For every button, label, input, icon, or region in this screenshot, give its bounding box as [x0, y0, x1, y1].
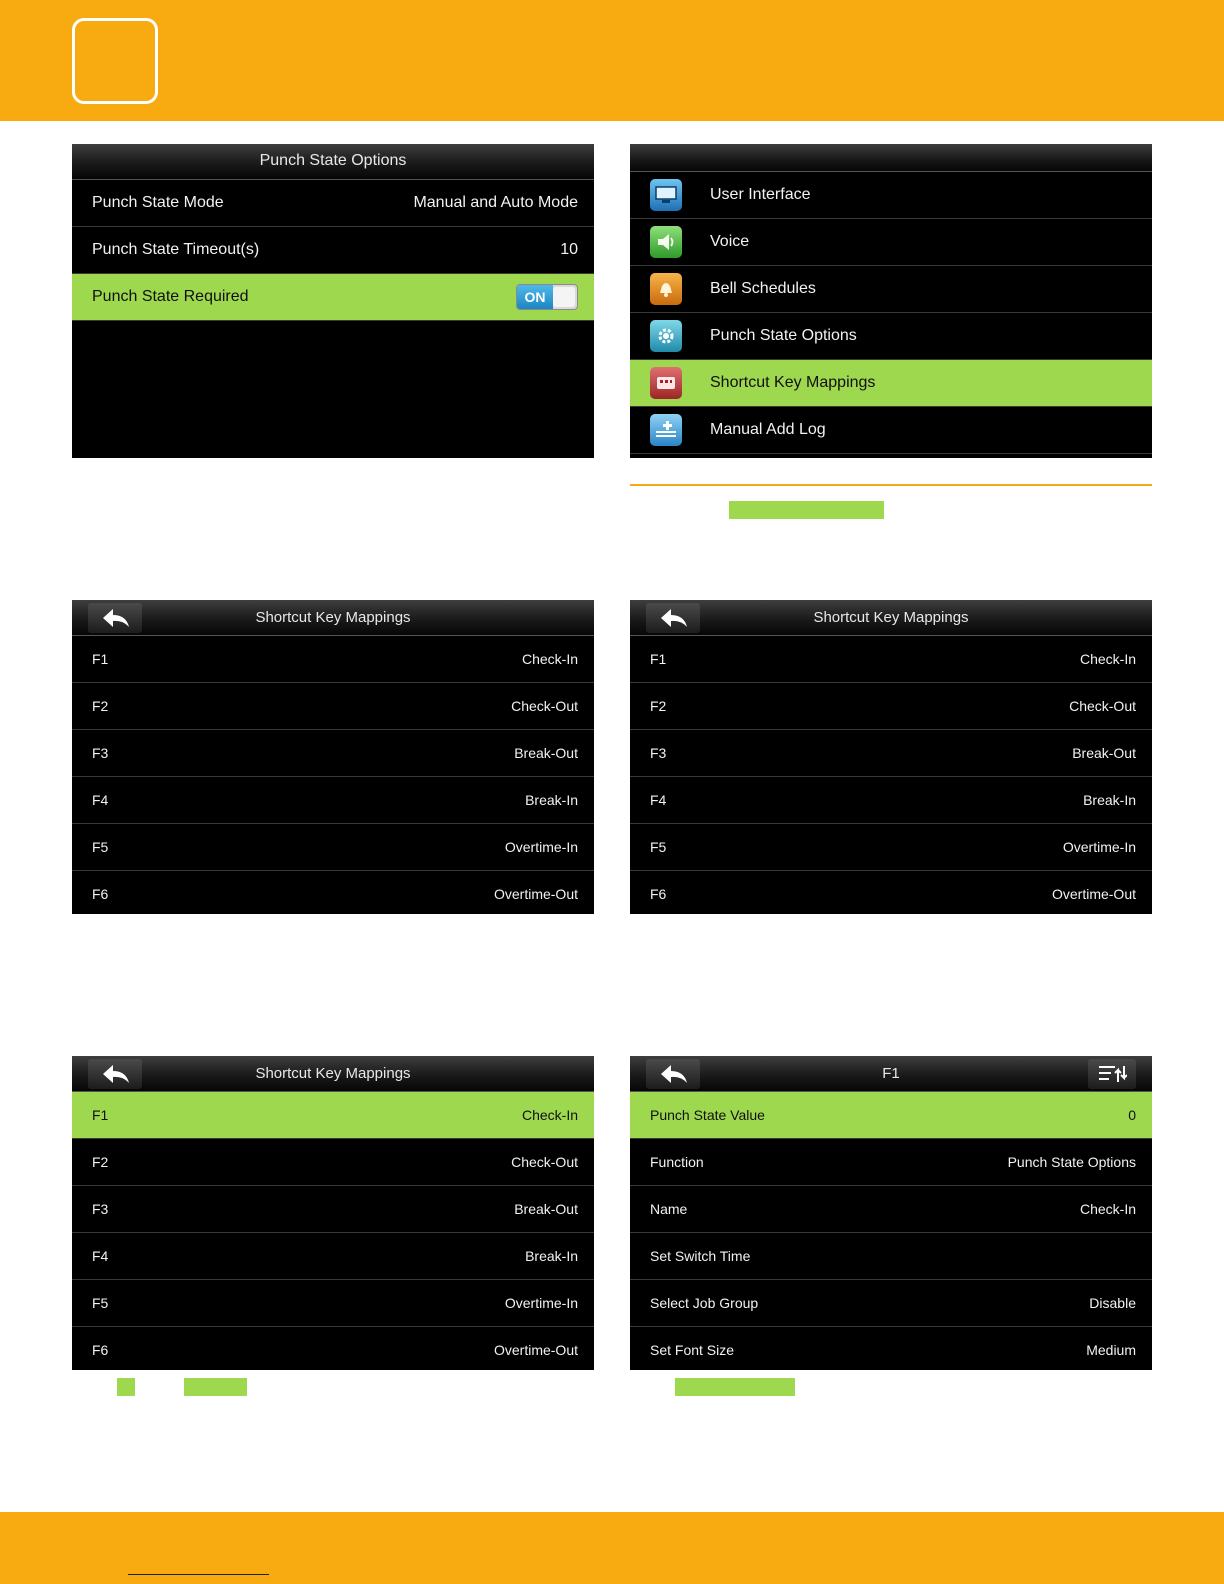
shortcut-value: Overtime-In — [504, 839, 578, 855]
orange-divider-rule — [630, 484, 1152, 486]
row-value: Check-In — [1079, 1201, 1136, 1217]
row-value: Manual and Auto Mode — [413, 194, 578, 211]
shortcut-row-f4[interactable] — [630, 777, 1152, 824]
punch-state-value-row[interactable] — [630, 1092, 1152, 1139]
speaker-icon — [650, 226, 682, 258]
menu-item-label: Bell Schedules — [710, 280, 816, 297]
screen-header — [72, 1056, 594, 1092]
menu-item-voice[interactable] — [630, 219, 1152, 266]
shortcut-row-f6[interactable] — [630, 871, 1152, 914]
bell-icon — [650, 273, 682, 305]
menu-item-manual-add-log[interactable] — [630, 407, 1152, 454]
row-label: Punch State Mode — [92, 194, 224, 211]
shortcut-row-f1[interactable] — [630, 636, 1152, 683]
add-list-icon — [650, 414, 682, 446]
back-arrow-icon — [659, 1063, 689, 1085]
shortcut-key: F2 — [92, 1154, 109, 1170]
shortcut-value: Overtime-Out — [1051, 886, 1136, 902]
name-row[interactable] — [630, 1186, 1152, 1233]
select-job-group-row[interactable] — [630, 1280, 1152, 1327]
shortcut-key: F5 — [92, 839, 109, 855]
shortcut-row-f1[interactable] — [72, 636, 594, 683]
shortcut-row-f6[interactable] — [72, 1327, 594, 1370]
punch-state-required-row[interactable] — [72, 274, 594, 321]
shortcut-key: F5 — [650, 839, 667, 855]
back-arrow-icon — [659, 607, 689, 629]
row-label: Punch State Timeout(s) — [92, 241, 260, 258]
gear-icon — [650, 320, 682, 352]
screen-header — [72, 144, 594, 180]
shortcut-row-f3[interactable] — [72, 1186, 594, 1233]
shortcut-value: Check-Out — [1069, 698, 1136, 714]
screen-title: F1 — [882, 1065, 900, 1082]
menu-item-label: Manual Add Log — [710, 421, 826, 438]
row-value: Punch State Options — [1007, 1154, 1136, 1170]
row-label: Set Font Size — [650, 1342, 735, 1358]
shortcut-value: Break-Out — [514, 745, 578, 761]
shortcut-row-f3[interactable] — [630, 730, 1152, 777]
shortcut-key: F3 — [650, 745, 667, 761]
shortcut-row-f5[interactable] — [72, 824, 594, 871]
system-menu-screen — [630, 144, 1152, 458]
row-value: 10 — [560, 241, 578, 258]
text-highlight-mark — [675, 1378, 795, 1396]
text-highlight-mark — [184, 1378, 247, 1396]
menu-item-shortcut-key-mappings[interactable] — [630, 360, 1152, 407]
shortcut-value: Break-In — [525, 1248, 578, 1264]
menu-item-label: Shortcut Key Mappings — [710, 374, 876, 391]
screen-header — [72, 600, 594, 636]
row-label: Set Switch Time — [650, 1248, 751, 1264]
shortcut-value: Check-In — [1079, 651, 1136, 667]
menu-item-label: Voice — [710, 233, 750, 250]
screen-header — [630, 1056, 1152, 1092]
shortcut-key: F4 — [650, 792, 667, 808]
screen-title: Shortcut Key Mappings — [813, 609, 969, 626]
shortcut-row-f1[interactable] — [72, 1092, 594, 1139]
page-header-band — [0, 0, 1224, 121]
shortcut-value: Check-Out — [511, 1154, 578, 1170]
shortcut-row-f4[interactable] — [72, 1233, 594, 1280]
row-label: Punch State Value — [650, 1107, 765, 1123]
monitor-icon — [650, 179, 682, 211]
shortcut-value: Overtime-In — [1062, 839, 1136, 855]
shortcut-key: F4 — [92, 1248, 109, 1264]
row-value: Medium — [1086, 1342, 1136, 1358]
shortcut-key: F1 — [92, 651, 109, 667]
footer-underline — [128, 1574, 269, 1575]
shortcut-key: F2 — [650, 698, 667, 714]
sort-button[interactable] — [1088, 1059, 1136, 1089]
shortcut-row-f4[interactable] — [72, 777, 594, 824]
punch-state-timeout-row[interactable] — [72, 227, 594, 274]
shortcut-value: Break-Out — [514, 1201, 578, 1217]
menu-item-bell-schedules[interactable] — [630, 266, 1152, 313]
back-arrow-icon — [101, 1063, 131, 1085]
screen-header — [630, 600, 1152, 636]
shortcut-key: F6 — [92, 1342, 109, 1358]
shortcut-value: Overtime-In — [504, 1295, 578, 1311]
shortcut-value: Overtime-Out — [493, 886, 578, 902]
text-highlight-mark — [729, 501, 884, 519]
menu-item-punch-state-options[interactable] — [630, 313, 1152, 360]
back-button[interactable] — [646, 603, 700, 633]
shortcut-key: F6 — [650, 886, 667, 902]
screen-title: Punch State Options — [259, 152, 407, 169]
function-row[interactable] — [630, 1139, 1152, 1186]
punch-state-mode-row[interactable] — [72, 180, 594, 227]
back-button[interactable] — [88, 1059, 142, 1089]
row-label: Punch State Required — [92, 288, 249, 305]
shortcut-value: Break-Out — [1072, 745, 1136, 761]
text-highlight-mark — [117, 1378, 135, 1396]
f1-edit-screen — [630, 1056, 1152, 1370]
row-value: 0 — [1128, 1107, 1136, 1123]
toggle-on-label: ON — [517, 285, 553, 309]
screen-header — [630, 144, 1152, 172]
shortcut-key: F3 — [92, 745, 109, 761]
shortcut-row-f6[interactable] — [72, 871, 594, 914]
shortcut-value: Overtime-Out — [493, 1342, 578, 1358]
punch-state-options-screen — [72, 144, 594, 458]
set-font-size-row[interactable] — [630, 1327, 1152, 1370]
row-label: Select Job Group — [650, 1295, 759, 1311]
toggle-knob — [553, 287, 575, 307]
shortcut-row-f3[interactable] — [72, 730, 594, 777]
menu-item-user-interface[interactable] — [630, 172, 1152, 219]
shortcut-key: F5 — [92, 1295, 109, 1311]
shortcut-key: F2 — [92, 698, 109, 714]
shortcut-row-f2[interactable] — [72, 683, 594, 730]
shortcut-key: F3 — [92, 1201, 109, 1217]
shortcut-row-f5[interactable] — [630, 824, 1152, 871]
menu-item-label: User Interface — [710, 186, 811, 203]
sort-icon — [1099, 1065, 1127, 1083]
screen-title: Shortcut Key Mappings — [255, 609, 411, 626]
shortcut-row-f2[interactable] — [630, 683, 1152, 730]
shortcut-value: Check-Out — [511, 698, 578, 714]
screen-title: Shortcut Key Mappings — [255, 1065, 411, 1082]
shortcut-key: F1 — [650, 651, 667, 667]
shortcut-key-mappings-screen — [72, 600, 594, 914]
keyboard-icon — [650, 367, 682, 399]
back-arrow-icon — [101, 607, 131, 629]
shortcut-key: F1 — [92, 1107, 109, 1123]
row-value: Disable — [1089, 1295, 1136, 1311]
shortcut-value: Check-In — [521, 1107, 578, 1123]
shortcut-value: Check-In — [521, 651, 578, 667]
row-label: Function — [650, 1154, 704, 1170]
punch-state-required-toggle[interactable] — [516, 284, 578, 310]
shortcut-key: F4 — [92, 792, 109, 808]
set-switch-time-row[interactable] — [630, 1233, 1152, 1280]
shortcut-key-mappings-screen — [630, 600, 1152, 914]
back-button[interactable] — [646, 1059, 700, 1089]
row-label: Name — [650, 1201, 688, 1217]
menu-item-label: Punch State Options — [710, 327, 857, 344]
shortcut-row-f2[interactable] — [72, 1139, 594, 1186]
shortcut-value: Break-In — [525, 792, 578, 808]
chapter-number-box — [72, 18, 158, 104]
shortcut-key-mappings-screen-f1-selected — [72, 1056, 594, 1370]
shortcut-value: Break-In — [1083, 792, 1136, 808]
back-button[interactable] — [88, 603, 142, 633]
shortcut-row-f5[interactable] — [72, 1280, 594, 1327]
shortcut-key: F6 — [92, 886, 109, 902]
